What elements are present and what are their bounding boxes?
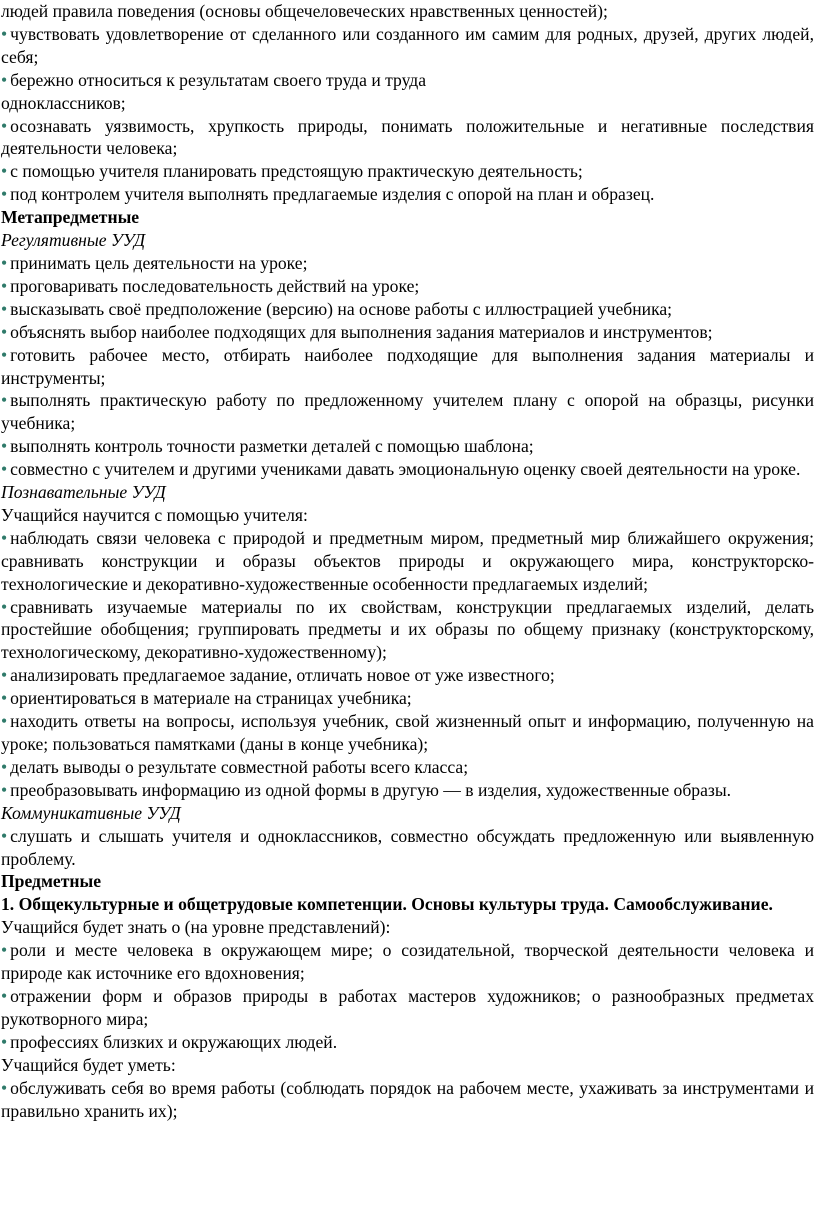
list-item: • обслуживать себя во время работы (соблюдать порядок на рабочем месте, ухаживать за инструментами и правильно хранить их); — [1, 1077, 814, 1121]
bullet-icon: • — [1, 275, 8, 296]
bullet-icon: • — [1, 756, 8, 777]
bullet-icon: • — [1, 711, 8, 732]
list-item: • выполнять практическую работу по предложенному учителем плану с опорой на образцы, рисунки учебника; — [1, 390, 814, 434]
list-item: • объяснять выбор наиболее подходящих для выполнения задания материалов и инструментов; — [1, 321, 713, 342]
bullet-icon: • — [1, 688, 8, 709]
bullet-icon: • — [1, 436, 8, 457]
list-item: • профессиях близких и окружающих людей. — [1, 1031, 338, 1052]
list-item: • бережно относиться к результатам своего труда и труда одноклассников; — [1, 69, 427, 113]
bullet-icon: • — [1, 252, 8, 273]
list-item: • находить ответы на вопросы, используя учебник, свой жизненный опыт и информацию, полученную на уроке; пользоваться памятками (даны в конце учебника); — [1, 711, 814, 754]
list-item: • делать выводы о результате совместной работы всего класса; — [1, 756, 469, 777]
bullet-icon: • — [1, 344, 8, 365]
bullet-icon: • — [1, 69, 8, 90]
paragraph-can-lead: Учащийся будет уметь: — [1, 1054, 176, 1075]
list-item: • принимать цель деятельности на уроке; — [1, 252, 308, 273]
bullet-icon: • — [1, 825, 8, 846]
bullet-icon: • — [1, 321, 8, 342]
paragraph-cognitive-lead: Учащийся научится с помощью учителя: — [1, 504, 308, 525]
list-item: • роли и месте человека в окружающем мире; о созидательной, творческой деятельности человека и природе как источнике его вдохновения; — [1, 940, 814, 984]
list-item: • сравнивать изучаемые материалы по их свойствам, конструкции предлагаемых изделий, делать простейшие обобщения; группировать предметы и их образы по общему признаку (конструкторскому, технологическому, декоративно-художественному); — [1, 596, 814, 663]
bullet-icon: • — [1, 779, 8, 800]
list-item: • с помощью учителя планировать предстоящую практическую деятельность; — [1, 161, 583, 182]
bullet-icon: • — [1, 1077, 8, 1098]
bullet-icon: • — [1, 985, 8, 1006]
list-item: • осознавать уязвимость, хрупкость природы, понимать положительные и негативные последствия деятельности человека; — [1, 115, 814, 159]
heading-metasubject: Метапредметные — [1, 207, 140, 228]
bullet-icon: • — [1, 184, 8, 205]
paragraph-intro-continuation: людей правила поведения (основы общечеловеческих нравственных ценностей); — [1, 1, 608, 21]
bullet-icon: • — [1, 596, 8, 617]
list-item: • совместно с учителем и другими учениками давать эмоциональную оценку своей деятельности на уроке. — [1, 459, 801, 480]
list-item: • отражении форм и образов природы в работах мастеров художников; о разнообразных предметах рукотворного мира; — [1, 985, 814, 1029]
bullet-icon: • — [1, 115, 8, 136]
bullet-icon: • — [1, 298, 8, 319]
list-item: • готовить рабочее место, отбирать наиболее подходящие для выполнения задания материалы и инструменты; — [1, 344, 814, 388]
list-item: • проговаривать последовательность действий на уроке; — [1, 275, 420, 296]
subheading-cognitive: Познавательные УУД — [1, 482, 166, 503]
section-title: 1. Общекультурные и общетрудовые компетенции. Основы культуры труда. Самообслуживание. — [1, 894, 773, 915]
list-item: • выполнять контроль точности разметки деталей с помощью шаблона; — [1, 436, 534, 457]
list-item: • высказывать своё предположение (версию) на основе работы с иллюстрацией учебника; — [1, 298, 673, 319]
list-item: • преобразовывать информацию из одной формы в другую — в изделия, художественные образы. — [1, 779, 732, 800]
bullet-icon: • — [1, 940, 8, 961]
list-item: • наблюдать связи человека с природой и предметным миром, предметный мир ближайшего окружения; сравнивать конструкции и образы объектов природы и окружающего мира, конструкторско-технологические и декоративно-художественные особенности предлагаемых изделий; — [1, 527, 814, 594]
subheading-communicative: Коммуникативные УУД — [1, 802, 181, 823]
list-item: • ориентироваться в материале на страницах учебника; — [1, 688, 412, 709]
list-item: • под контролем учителя выполнять предлагаемые изделия с опорой на план и образец. — [1, 184, 655, 205]
bullet-icon: • — [1, 527, 8, 548]
bullet-icon: • — [1, 665, 8, 686]
bullet-icon: • — [1, 161, 8, 182]
list-item: • слушать и слышать учителя и одноклассников, совместно обсуждать предложенную или выявленную проблему. — [1, 825, 814, 869]
bullet-icon: • — [1, 1031, 8, 1052]
paragraph-know-lead: Учащийся будет знать о (на уровне представлений): — [1, 917, 391, 938]
heading-subject: Предметные — [1, 871, 102, 892]
list-item: • анализировать предлагаемое задание, отличать новое от уже известного; — [1, 665, 555, 686]
bullet-icon: • — [1, 390, 8, 411]
list-item: • чувствовать удовлетворение от сделанного или созданного им самим для родных, друзей, других людей, себя; — [1, 23, 814, 67]
bullet-icon: • — [1, 23, 8, 44]
bullet-icon: • — [1, 459, 8, 480]
subheading-regulative: Регулятивные УУД — [1, 230, 146, 251]
